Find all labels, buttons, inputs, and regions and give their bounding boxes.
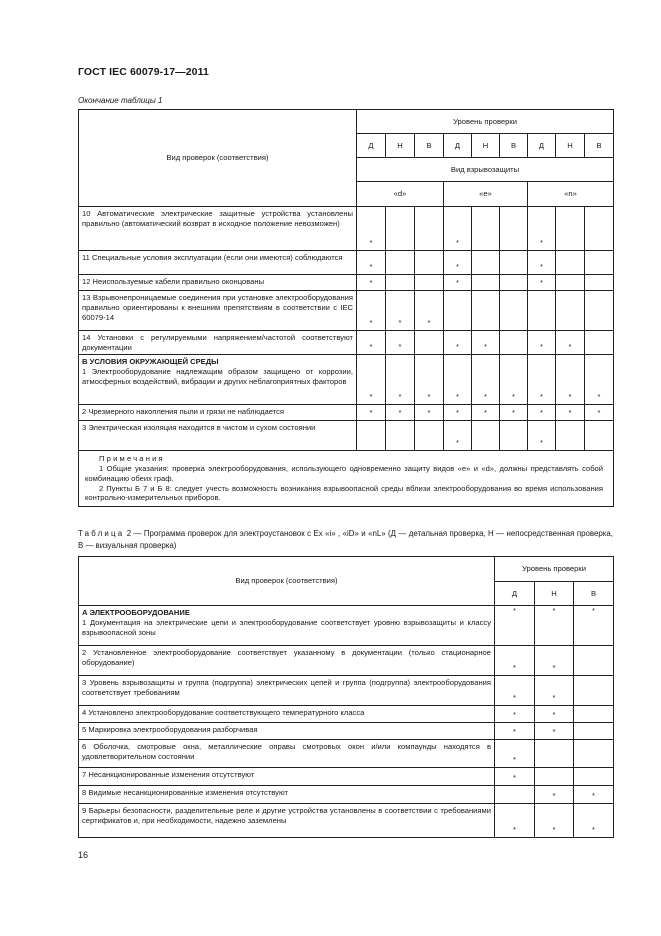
check-text: 3 Электрическая изоляция находится в чистом и сухом состоянии — [82, 423, 316, 432]
check-text: 9 Барьеры безопасности, разделительные реле и другие устройства установлены в соответствии с требованиями сертификатов и, при необходимости, надежно заземлены — [82, 806, 491, 825]
check-description — [79, 723, 495, 740]
mark-cell: * — [528, 355, 556, 405]
column-header-check-type: Вид проверок (соответствия) — [79, 110, 357, 207]
mark-cell — [500, 291, 528, 331]
check-description — [79, 331, 357, 355]
mark-cell — [415, 421, 444, 451]
inspection-table-2 — [78, 556, 614, 838]
mark-cell: * — [357, 355, 386, 405]
mark-cell: * — [472, 355, 500, 405]
note-item: 2 Пункты Б 7 и Б 8: следует учесть возможность возникания взрывоопасной среды вблизи электрооборудования во время использования контрольно-измерительных приборов. — [85, 483, 604, 503]
mark-cell: * — [585, 405, 614, 421]
mark-cell: * — [556, 405, 585, 421]
mark-cell — [556, 207, 585, 251]
notes-row — [79, 451, 614, 507]
check-description — [79, 740, 495, 768]
check-text: 10 Автоматические электрические защитные устройства установлены правильно (автоматический возврат в исходное положение невозможен) — [82, 209, 353, 228]
mark-cell — [500, 421, 528, 451]
mark-cell: * — [528, 207, 556, 251]
caption-prefix: Таблица — [78, 529, 125, 538]
table-row — [79, 405, 614, 421]
mark-cell: * — [535, 786, 574, 804]
notes-title: Примечания — [99, 454, 165, 463]
mark-cell — [472, 251, 500, 275]
mark-cell — [556, 251, 585, 275]
mark-cell: * — [495, 646, 535, 676]
mark-cell: * — [357, 275, 386, 291]
table-row — [79, 768, 614, 786]
level-cell: Д — [528, 134, 556, 158]
mark-cell — [500, 251, 528, 275]
mark-cell — [472, 207, 500, 251]
table-row — [79, 251, 614, 275]
table-row — [79, 706, 614, 723]
mark-cell: * — [528, 405, 556, 421]
mark-cell — [386, 251, 415, 275]
protection-cell: «d» — [357, 182, 444, 207]
mark-cell: * — [528, 251, 556, 275]
table-row — [79, 331, 614, 355]
notes-cell — [79, 451, 614, 507]
protection-cell: «n» — [528, 182, 614, 207]
mark-cell: * — [495, 606, 535, 646]
mark-cell: * — [444, 251, 472, 275]
table-row — [79, 355, 614, 405]
level-cell: В — [585, 134, 614, 158]
mark-cell: * — [495, 740, 535, 768]
mark-cell: * — [444, 275, 472, 291]
note-item: 1 Общие указания: проверка электрооборудования, использующего одновременно защиту видов «e» и «d», должны представлять собой комбинацию обеих граф. — [85, 463, 604, 483]
mark-cell — [444, 291, 472, 331]
mark-cell — [556, 421, 585, 451]
table-row — [79, 723, 614, 740]
mark-cell: * — [495, 723, 535, 740]
mark-cell — [386, 275, 415, 291]
mark-cell: * — [574, 786, 614, 804]
mark-cell: * — [386, 355, 415, 405]
check-text: 8 Видимые несанкционированные изменения отсутствуют — [82, 788, 288, 797]
level-cell: В — [500, 134, 528, 158]
mark-cell: * — [357, 207, 386, 251]
column-header-protection: Вид взрывозащиты — [357, 158, 614, 182]
mark-cell — [585, 251, 614, 275]
level-cell: Д — [495, 582, 535, 606]
mark-cell — [585, 291, 614, 331]
mark-cell — [574, 676, 614, 706]
protection-cell: «e» — [444, 182, 528, 207]
check-description — [79, 275, 357, 291]
level-cell: Д — [357, 134, 386, 158]
mark-cell — [495, 786, 535, 804]
mark-cell: * — [415, 405, 444, 421]
table-row — [79, 207, 614, 251]
mark-cell: * — [444, 405, 472, 421]
mark-cell — [535, 768, 574, 786]
mark-cell: * — [444, 207, 472, 251]
mark-cell — [574, 646, 614, 676]
table-2-caption — [78, 528, 613, 552]
mark-cell: * — [574, 804, 614, 838]
mark-cell: * — [535, 804, 574, 838]
column-header-level: Уровень проверки — [357, 110, 614, 134]
mark-cell — [415, 331, 444, 355]
mark-cell: * — [444, 421, 472, 451]
level-cell: Н — [556, 134, 585, 158]
mark-cell — [585, 207, 614, 251]
mark-cell: * — [495, 676, 535, 706]
mark-cell: * — [500, 355, 528, 405]
mark-cell — [556, 275, 585, 291]
mark-cell — [500, 331, 528, 355]
column-header-level-2: Уровень проверки — [495, 557, 614, 582]
level-cell: Н — [535, 582, 574, 606]
mark-cell: * — [415, 291, 444, 331]
mark-cell: * — [528, 275, 556, 291]
table-row — [79, 676, 614, 706]
mark-cell — [472, 275, 500, 291]
level-cell: Д — [444, 134, 472, 158]
check-description — [79, 405, 357, 421]
mark-cell — [415, 275, 444, 291]
check-description — [79, 207, 357, 251]
mark-cell — [585, 421, 614, 451]
check-text: 1 Электрооборудование надлежащим образом защищено от коррозии, атмосферных воздействий, вибрации и других неблагоприятных факторов — [82, 366, 353, 386]
mark-cell — [415, 207, 444, 251]
table-row — [79, 646, 614, 676]
mark-cell — [415, 251, 444, 275]
mark-cell: * — [357, 405, 386, 421]
page-number: 16 — [78, 850, 89, 860]
mark-cell: * — [535, 606, 574, 646]
mark-cell — [556, 291, 585, 331]
mark-cell: * — [495, 804, 535, 838]
mark-cell: * — [556, 331, 585, 355]
table-row — [79, 740, 614, 768]
mark-cell: * — [386, 405, 415, 421]
table-continuation-label: Окончание таблицы 1 — [78, 96, 163, 105]
mark-cell — [472, 291, 500, 331]
mark-cell — [357, 421, 386, 451]
mark-cell: * — [535, 676, 574, 706]
table-row — [79, 275, 614, 291]
mark-cell — [574, 768, 614, 786]
mark-cell: * — [415, 355, 444, 405]
caption-text: 2 — Программа проверок для электроустановок с Ex «i» , «iD» и «nL» (Д — детальная проверка, Н — непосредственная проверка, В — визуальная проверка) — [78, 529, 613, 550]
check-description — [79, 251, 357, 275]
mark-cell — [535, 740, 574, 768]
section-title: В УСЛОВИЯ ОКРУЖАЮЩЕЙ СРЕДЫ — [82, 357, 219, 366]
check-text: 4 Установлено электрооборудование соответствующего температурного класса — [82, 708, 365, 717]
mark-cell: * — [585, 355, 614, 405]
check-text: 14 Установки с регулируемыми напряжением/частотой соответствуют документации — [82, 333, 353, 352]
mark-cell: * — [357, 331, 386, 355]
mark-cell: * — [535, 646, 574, 676]
check-description — [79, 706, 495, 723]
check-text: 2 Чрезмерного накопления пыли и грязи не наблюдается — [82, 407, 285, 416]
table-row — [79, 421, 614, 451]
mark-cell — [574, 740, 614, 768]
mark-cell — [585, 331, 614, 355]
mark-cell: * — [386, 291, 415, 331]
inspection-table-1 — [78, 109, 614, 507]
mark-cell — [574, 723, 614, 740]
mark-cell — [585, 275, 614, 291]
check-description — [79, 786, 495, 804]
mark-cell: * — [444, 331, 472, 355]
column-header-check-type-2: Вид проверок (соответствия) — [79, 557, 495, 606]
table-row — [79, 606, 614, 646]
check-text: 5 Маркировка электрооборудования разборчивая — [82, 725, 258, 734]
mark-cell: * — [472, 331, 500, 355]
level-cell: Н — [386, 134, 415, 158]
mark-cell: * — [472, 405, 500, 421]
check-description — [79, 676, 495, 706]
check-description — [79, 606, 495, 646]
section-title: А ЭЛЕКТРООБОРУДОВАНИЕ — [82, 608, 190, 617]
mark-cell — [472, 421, 500, 451]
mark-cell: * — [357, 291, 386, 331]
check-description — [79, 768, 495, 786]
mark-cell: * — [500, 405, 528, 421]
mark-cell: * — [535, 723, 574, 740]
check-description — [79, 804, 495, 838]
check-text: 6 Оболочка, смотровые окна, металлические оправы смотровых окон и/или компаунды находятся в удовлетворительном состоянии — [82, 742, 491, 761]
mark-cell — [528, 291, 556, 331]
mark-cell — [500, 275, 528, 291]
mark-cell — [574, 706, 614, 723]
mark-cell — [386, 207, 415, 251]
level-cell: Н — [472, 134, 500, 158]
check-description — [79, 291, 357, 331]
check-text: 1 Документация на электрические цепи и электрооборудование соответствует уровню взрывозащиты и классу взрывоопасной зоны — [82, 617, 491, 637]
mark-cell — [386, 421, 415, 451]
table-row — [79, 291, 614, 331]
mark-cell: * — [444, 355, 472, 405]
mark-cell — [500, 207, 528, 251]
check-description — [79, 421, 357, 451]
mark-cell: * — [574, 606, 614, 646]
table-row — [79, 804, 614, 838]
check-text: 11 Специальные условия эксплуатации (если они имеются) соблюдаются — [82, 253, 343, 262]
check-text: 12 Неиспользуемые кабели правильно оконцованы — [82, 277, 265, 286]
level-cell: В — [415, 134, 444, 158]
mark-cell: * — [495, 768, 535, 786]
check-description — [79, 355, 357, 405]
mark-cell: * — [556, 355, 585, 405]
check-text: 13 Взрывонепроницаемые соединения при установке электрооборудования правильно ориентированы к внешним препятствиям в соответствии с IEC 60079-14 — [82, 293, 353, 322]
mark-cell: * — [535, 706, 574, 723]
check-text: 7 Несанкционированные изменения отсутствуют — [82, 770, 255, 779]
check-text: 2 Установленное электрооборудование соответствует указанному в документации (только стационарное оборудование) — [82, 648, 491, 667]
level-cell: В — [574, 582, 614, 606]
check-text: 3 Уровень взрывозащиты и группа (подгруппа) электрических цепей и группа (подгруппа) электрооборудования соответствует требованиям — [82, 678, 491, 697]
mark-cell: * — [528, 421, 556, 451]
table-row — [79, 786, 614, 804]
mark-cell: * — [495, 706, 535, 723]
mark-cell: * — [528, 331, 556, 355]
mark-cell: * — [357, 251, 386, 275]
check-description — [79, 646, 495, 676]
mark-cell: * — [386, 331, 415, 355]
document-header: ГОСТ IEC 60079-17—2011 — [78, 66, 209, 78]
